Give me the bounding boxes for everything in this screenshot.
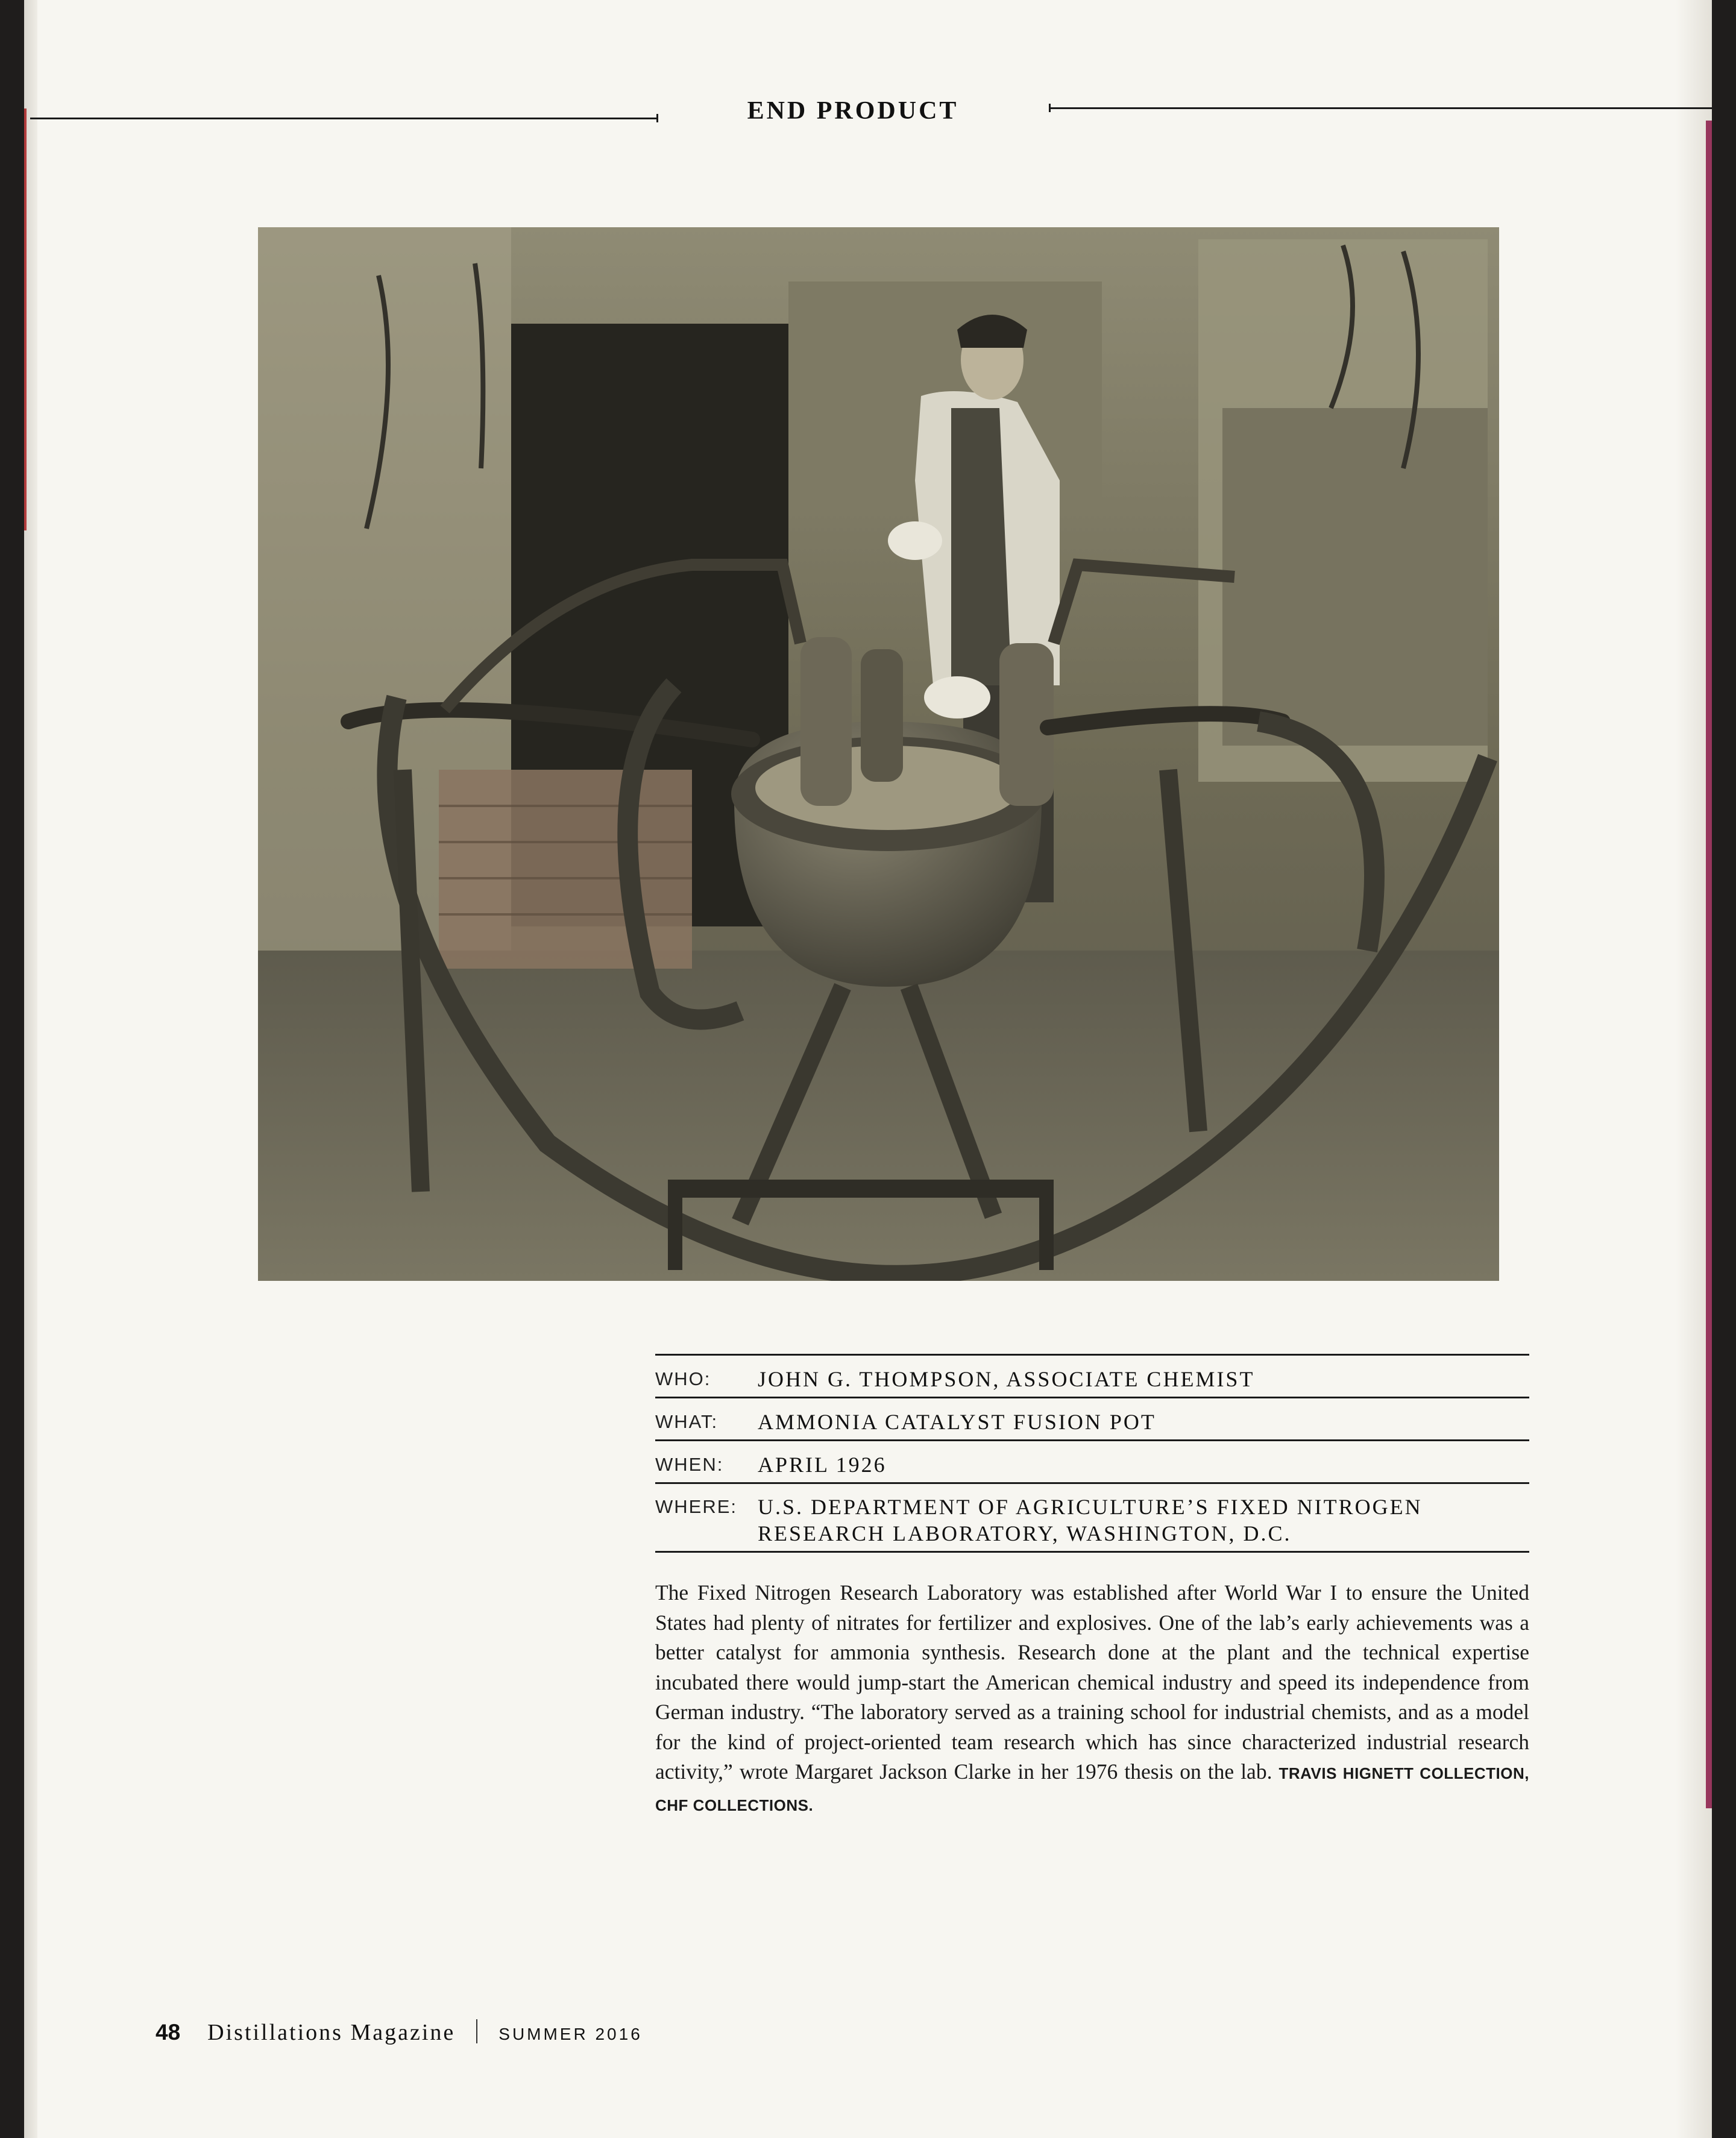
section-title: END PRODUCT [747, 97, 959, 125]
photo-credit: TRAVIS HIGNETT COLLECTION, CHF COLLECTIONS. [655, 1764, 1530, 1814]
where-label: WHERE: [655, 1496, 737, 1517]
header-rule-left [30, 118, 658, 119]
when-label: WHEN: [655, 1454, 724, 1475]
issue-date: SUMMER 2016 [498, 2025, 643, 2043]
header-rule-right [1049, 107, 1712, 109]
caption-rule-3 [655, 1439, 1529, 1441]
body-text: The Fixed Nitrogen Research Laboratory was established after World War I to ensure the United States had plenty of nitrates for fertilizer and explosives. One of the lab’s early achievements was a better catalyst for ammonia synthesis. Research done at the plant and the technical expertise incubated there would jump-start the American chemical industry and speed its independence from German industry. “The laboratory served as a training school for industrial chemists, and as a model for the kind of project-oriented team research which has since characterized industrial research activity,” wrote Margaret Jackson Clarke in her 1976 thesis on the lab. [655, 1580, 1529, 1784]
what-label: WHAT: [655, 1411, 719, 1432]
photo-illustration [258, 227, 1499, 1281]
next-page-edge [1706, 121, 1712, 1808]
who-value: JOHN G. THOMPSON, ASSOCIATE CHEMIST [758, 1367, 1255, 1391]
who-label: WHO: [655, 1368, 711, 1389]
archival-photograph [258, 227, 1499, 1281]
when-value: APRIL 1926 [758, 1453, 887, 1477]
header-rule-left-tick [656, 114, 658, 122]
caption-rule-4 [655, 1482, 1529, 1484]
body-paragraph [655, 1578, 1529, 1820]
caption-rule-bottom [655, 1551, 1529, 1553]
magazine-page [24, 0, 1712, 2138]
caption-rule-top [655, 1354, 1529, 1356]
what-value: AMMONIA CATALYST FUSION POT [758, 1410, 1156, 1434]
caption-rule-2 [655, 1397, 1529, 1398]
binding-mark [24, 108, 27, 530]
page-number: 48 [156, 2020, 181, 2045]
where-value [758, 1494, 1529, 1547]
where-value-line2: RESEARCH LABORATORY, WASHINGTON, D.C. [758, 1521, 1292, 1545]
page-footer [156, 2019, 643, 2046]
header-rule-right-tick [1049, 104, 1051, 112]
magazine-name: Distillations Magazine [207, 2020, 456, 2045]
footer-separator [476, 2019, 477, 2043]
where-value-line1: U.S. DEPARTMENT OF AGRICULTURE’S FIXED NITROGEN [758, 1495, 1423, 1519]
